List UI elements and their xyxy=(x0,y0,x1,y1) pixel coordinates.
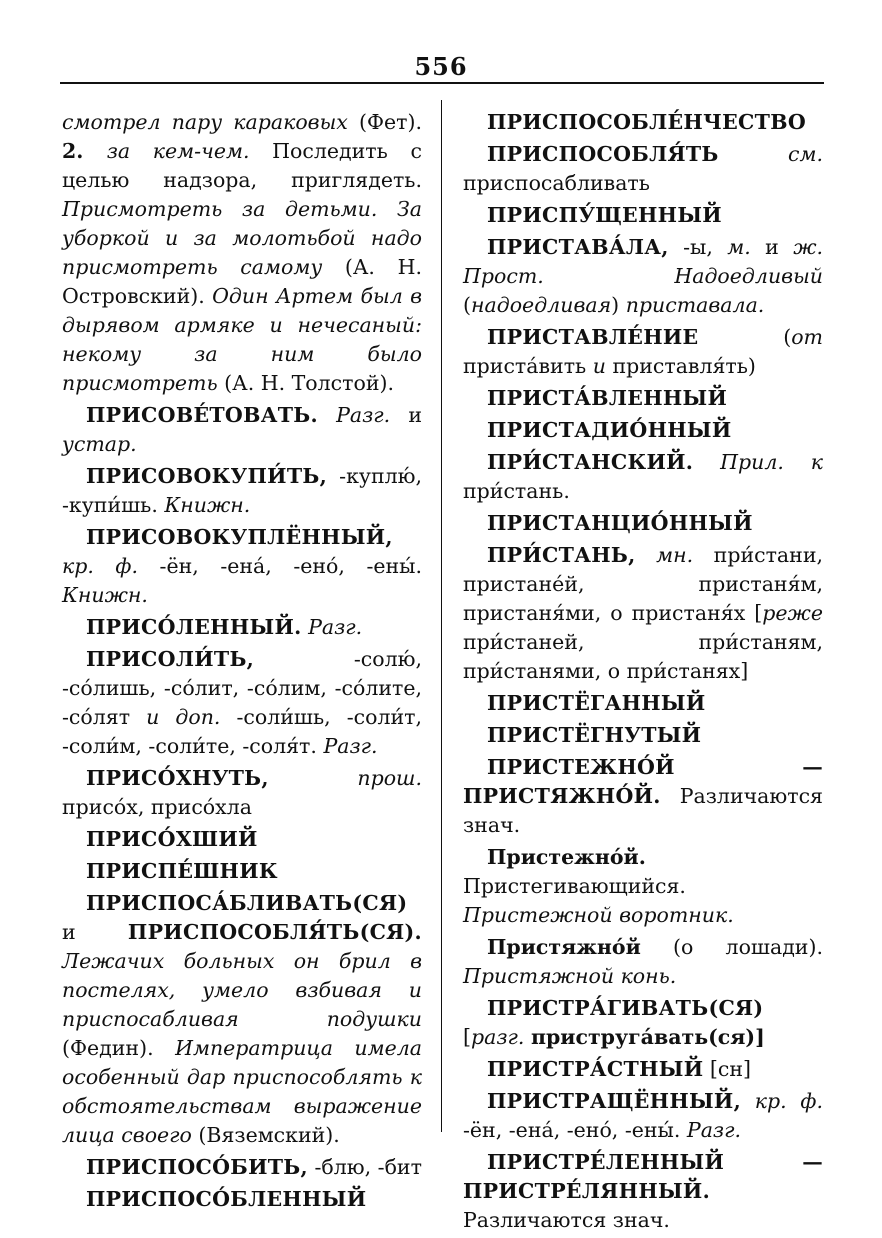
italic-text: устар. xyxy=(62,432,137,456)
column-divider xyxy=(441,100,442,1132)
entry-text: -ён, -ена́, -ено́, -ены́. xyxy=(138,554,422,578)
dictionary-entry xyxy=(463,994,823,1052)
italic-text: кр. ф. xyxy=(62,554,138,578)
dictionary-entry xyxy=(62,889,422,1150)
headword: ПРИСТАВЛЕ́НИЕ xyxy=(487,325,699,349)
headword: ПРИСТА́ВЛЕННЫЙ xyxy=(487,386,728,410)
italic-text: и доп. xyxy=(146,705,221,729)
entry-text: (о лошади). xyxy=(640,935,823,959)
italic-text: Присмотреть за детьми. За уборкой и за молотьбой надо присмотреть самому xyxy=(62,197,422,279)
dictionary-entry xyxy=(463,753,823,840)
headword: ПРИСТЕЖНО́Й — ПРИСТЯЖНО́Й. xyxy=(463,755,823,808)
entry-text xyxy=(741,1089,755,1113)
entry-text: и xyxy=(390,403,422,427)
entry-text xyxy=(719,142,788,166)
entry-text: при́стани, пристане́й, пристаня́м, пристаня́ми, о пристаня́х [ xyxy=(463,543,823,625)
dictionary-entry xyxy=(62,825,422,854)
dictionary-entry xyxy=(62,523,422,610)
dictionary-entry xyxy=(62,1185,422,1214)
italic-text: мн. xyxy=(656,543,694,567)
dictionary-entry xyxy=(463,509,823,538)
headword: ПРИСПОСО́БЛЕННЫЙ xyxy=(86,1187,367,1211)
headword: ПРИСПОСОБЛЯ́ТЬ(СЯ). xyxy=(127,920,422,944)
headword: ПРИСТРЕ́ЛЕННЫЙ — ПРИСТРЕ́ЛЯННЫЙ. xyxy=(463,1150,823,1203)
italic-text: от xyxy=(791,325,823,349)
bold-text: Пристежно́й. xyxy=(487,845,646,869)
headword: ПРИСТРА́ГИВАТЬ(СЯ) xyxy=(487,996,764,1020)
dictionary-entry xyxy=(463,933,823,991)
italic-text: за кем-чем. xyxy=(106,139,250,163)
headword: ПРИСТРАЩЁННЫЙ, xyxy=(487,1089,742,1113)
bold-text: 2. xyxy=(62,139,107,163)
italic-text: и xyxy=(592,354,606,378)
italic-text: Пристяжной конь. xyxy=(463,964,677,988)
dictionary-entry xyxy=(463,541,823,686)
italic-text: см. xyxy=(788,142,823,166)
italic-text: приставала. xyxy=(625,293,765,317)
bold-text: Пристяжно́й xyxy=(487,935,641,959)
bold-text: приструга́вать(ся) xyxy=(530,1025,756,1049)
page-number: 556 xyxy=(414,52,468,81)
entry-text: (Федин). xyxy=(62,1036,176,1060)
entry-text: (А. Н. Толстой). xyxy=(217,371,395,395)
entry-text: [ xyxy=(463,1025,471,1049)
italic-text: смотрел пару караковых xyxy=(62,110,348,134)
entry-text xyxy=(318,403,336,427)
entry-text: -соли́шь, -соли́т, -соли́м, -соли́те, -соля́т. xyxy=(62,705,422,758)
headword: ПРИ́СТАНЬ, xyxy=(487,543,636,567)
italic-text: прош. xyxy=(357,766,422,790)
dictionary-entry xyxy=(62,462,422,520)
bold-text: ] xyxy=(755,1025,765,1049)
italic-text: м. xyxy=(727,235,751,259)
entry-text: (Вяземский). xyxy=(191,1123,340,1147)
entry-text xyxy=(693,450,720,474)
italic-text: кр. ф. xyxy=(754,1089,823,1113)
headword: ПРИСТРА́СТНЫЙ xyxy=(487,1057,704,1081)
entry-text: Пристегивающийся. xyxy=(463,874,686,898)
headword: ПРИСПУ́ЩЕННЫЙ xyxy=(487,203,722,227)
entry-text xyxy=(269,766,358,790)
entry-text: и xyxy=(62,920,128,944)
entry-text: приста́вить xyxy=(463,354,593,378)
italic-text: Императрица имела особенный дар приспособлять к обстоятельствам выражение лица своего xyxy=(62,1036,422,1147)
dictionary-entry xyxy=(463,843,823,930)
italic-text: надоедливая xyxy=(471,293,612,317)
italic-text: Лежачих больных он брил в постелях, умело взбивая и приспосабливая подушки xyxy=(62,949,422,1031)
italic-text: Разг. xyxy=(336,403,391,427)
italic-text: Разг. xyxy=(323,734,378,758)
entry-text: -куплю́, -купи́шь. xyxy=(62,464,422,517)
right-column xyxy=(463,108,823,1238)
entry-text: (А. Н. Островский). xyxy=(62,255,422,308)
entry-text: ( xyxy=(698,325,792,349)
entry-text: приставля́ть) xyxy=(605,354,756,378)
headword: ПРИСОЛИ́ТЬ, xyxy=(86,647,255,671)
entry-text: приспосабливать xyxy=(463,171,650,195)
italic-text: Разг. xyxy=(308,615,363,639)
entry-text xyxy=(636,543,657,567)
dictionary-entry xyxy=(62,645,422,761)
dictionary-entry xyxy=(463,448,823,506)
headword: ПРИСТАДИО́ННЫЙ xyxy=(487,418,732,442)
dictionary-entry xyxy=(463,201,823,230)
headword: ПРИСО́ХШИЙ xyxy=(86,827,258,851)
italic-text: Разг. xyxy=(686,1118,741,1142)
italic-text: разг. xyxy=(471,1025,525,1049)
dictionary-entry xyxy=(463,1087,823,1145)
italic-text: Пристежной воротник. xyxy=(463,903,734,927)
dictionary-entry xyxy=(463,416,823,445)
dictionary-entry xyxy=(463,1055,823,1084)
headword: ПРИ́СТАНСКИЙ. xyxy=(487,450,694,474)
dictionary-entry xyxy=(463,689,823,718)
entry-text: Различаются знач. xyxy=(463,1208,670,1232)
left-column xyxy=(62,108,422,1217)
headword: ПРИСТАВА́ЛА, xyxy=(487,235,669,259)
entry-text: при́станей, при́станям, при́станями, о при́станях] xyxy=(463,630,823,683)
entry-text: ( xyxy=(463,293,471,317)
dictionary-entry xyxy=(463,384,823,413)
headword: ПРИСОВОКУПЛЁННЫЙ, xyxy=(86,525,393,549)
headword: ПРИСОВЕ́ТОВАТЬ. xyxy=(86,403,318,427)
italic-text: Книжн. xyxy=(62,583,148,607)
entry-text: ) xyxy=(611,293,626,317)
entry-text: -солю́, -со́лишь, -со́лит, -со́лим, -со́лите, -со́лят xyxy=(62,647,422,729)
dictionary-entry xyxy=(463,721,823,750)
italic-text: реже xyxy=(762,601,823,625)
entry-text: -ён, -ена́, -ено́, -ены́. xyxy=(463,1118,687,1142)
italic-text: Книжн. xyxy=(164,493,251,517)
dictionary-entry xyxy=(62,764,422,822)
dictionary-entry xyxy=(463,108,823,137)
italic-text: Прил. к xyxy=(720,450,823,474)
entry-text: и xyxy=(750,235,794,259)
headword: ПРИСОВОКУПИ́ТЬ, xyxy=(86,464,328,488)
header-rule xyxy=(60,82,824,84)
entry-text: -ы, xyxy=(668,235,728,259)
entry-text: (Фет). xyxy=(347,110,422,134)
headword: ПРИСО́ЛЕННЫЙ. xyxy=(86,615,302,639)
italic-text: ж. Прост. Надоедливый xyxy=(463,235,824,288)
entry-text: Различаются знач. xyxy=(463,784,823,837)
headword: ПРИСТАНЦИО́ННЫЙ xyxy=(487,511,753,535)
dictionary-entry xyxy=(62,1153,422,1182)
italic-text: Один Артем был в дырявом армяке и нечесаный: некому за ним было присмотреть xyxy=(62,284,422,395)
headword: ПРИСПОСО́БИТЬ, xyxy=(86,1155,308,1179)
headword: ПРИСПЕ́ШНИК xyxy=(86,859,278,883)
headword: ПРИСТЁГАННЫЙ xyxy=(487,691,706,715)
entry-text: присо́х, присо́хла xyxy=(62,795,252,819)
entry-text: при́стань. xyxy=(463,479,570,503)
dictionary-entry xyxy=(463,323,823,381)
dictionary-entry xyxy=(463,140,823,198)
headword: ПРИСПОСОБЛЕ́НЧЕСТВО xyxy=(487,110,806,134)
entry-text: Последить с целью надзора, приглядеть. xyxy=(62,139,422,192)
dictionary-entry xyxy=(62,857,422,886)
entry-text: [сн] xyxy=(703,1057,752,1081)
dictionary-entry xyxy=(62,108,422,398)
headword: ПРИСПОСОБЛЯ́ТЬ xyxy=(487,142,719,166)
dictionary-entry xyxy=(62,613,422,642)
headword: ПРИСПОСА́БЛИВАТЬ(СЯ) xyxy=(86,891,408,915)
dictionary-entry xyxy=(463,233,823,320)
entry-text: -блю, -бит xyxy=(307,1155,422,1179)
headword: ПРИСТЁГНУТЫЙ xyxy=(487,723,702,747)
dictionary-entry xyxy=(62,401,422,459)
headword: ПРИСО́ХНУТЬ, xyxy=(86,766,269,790)
